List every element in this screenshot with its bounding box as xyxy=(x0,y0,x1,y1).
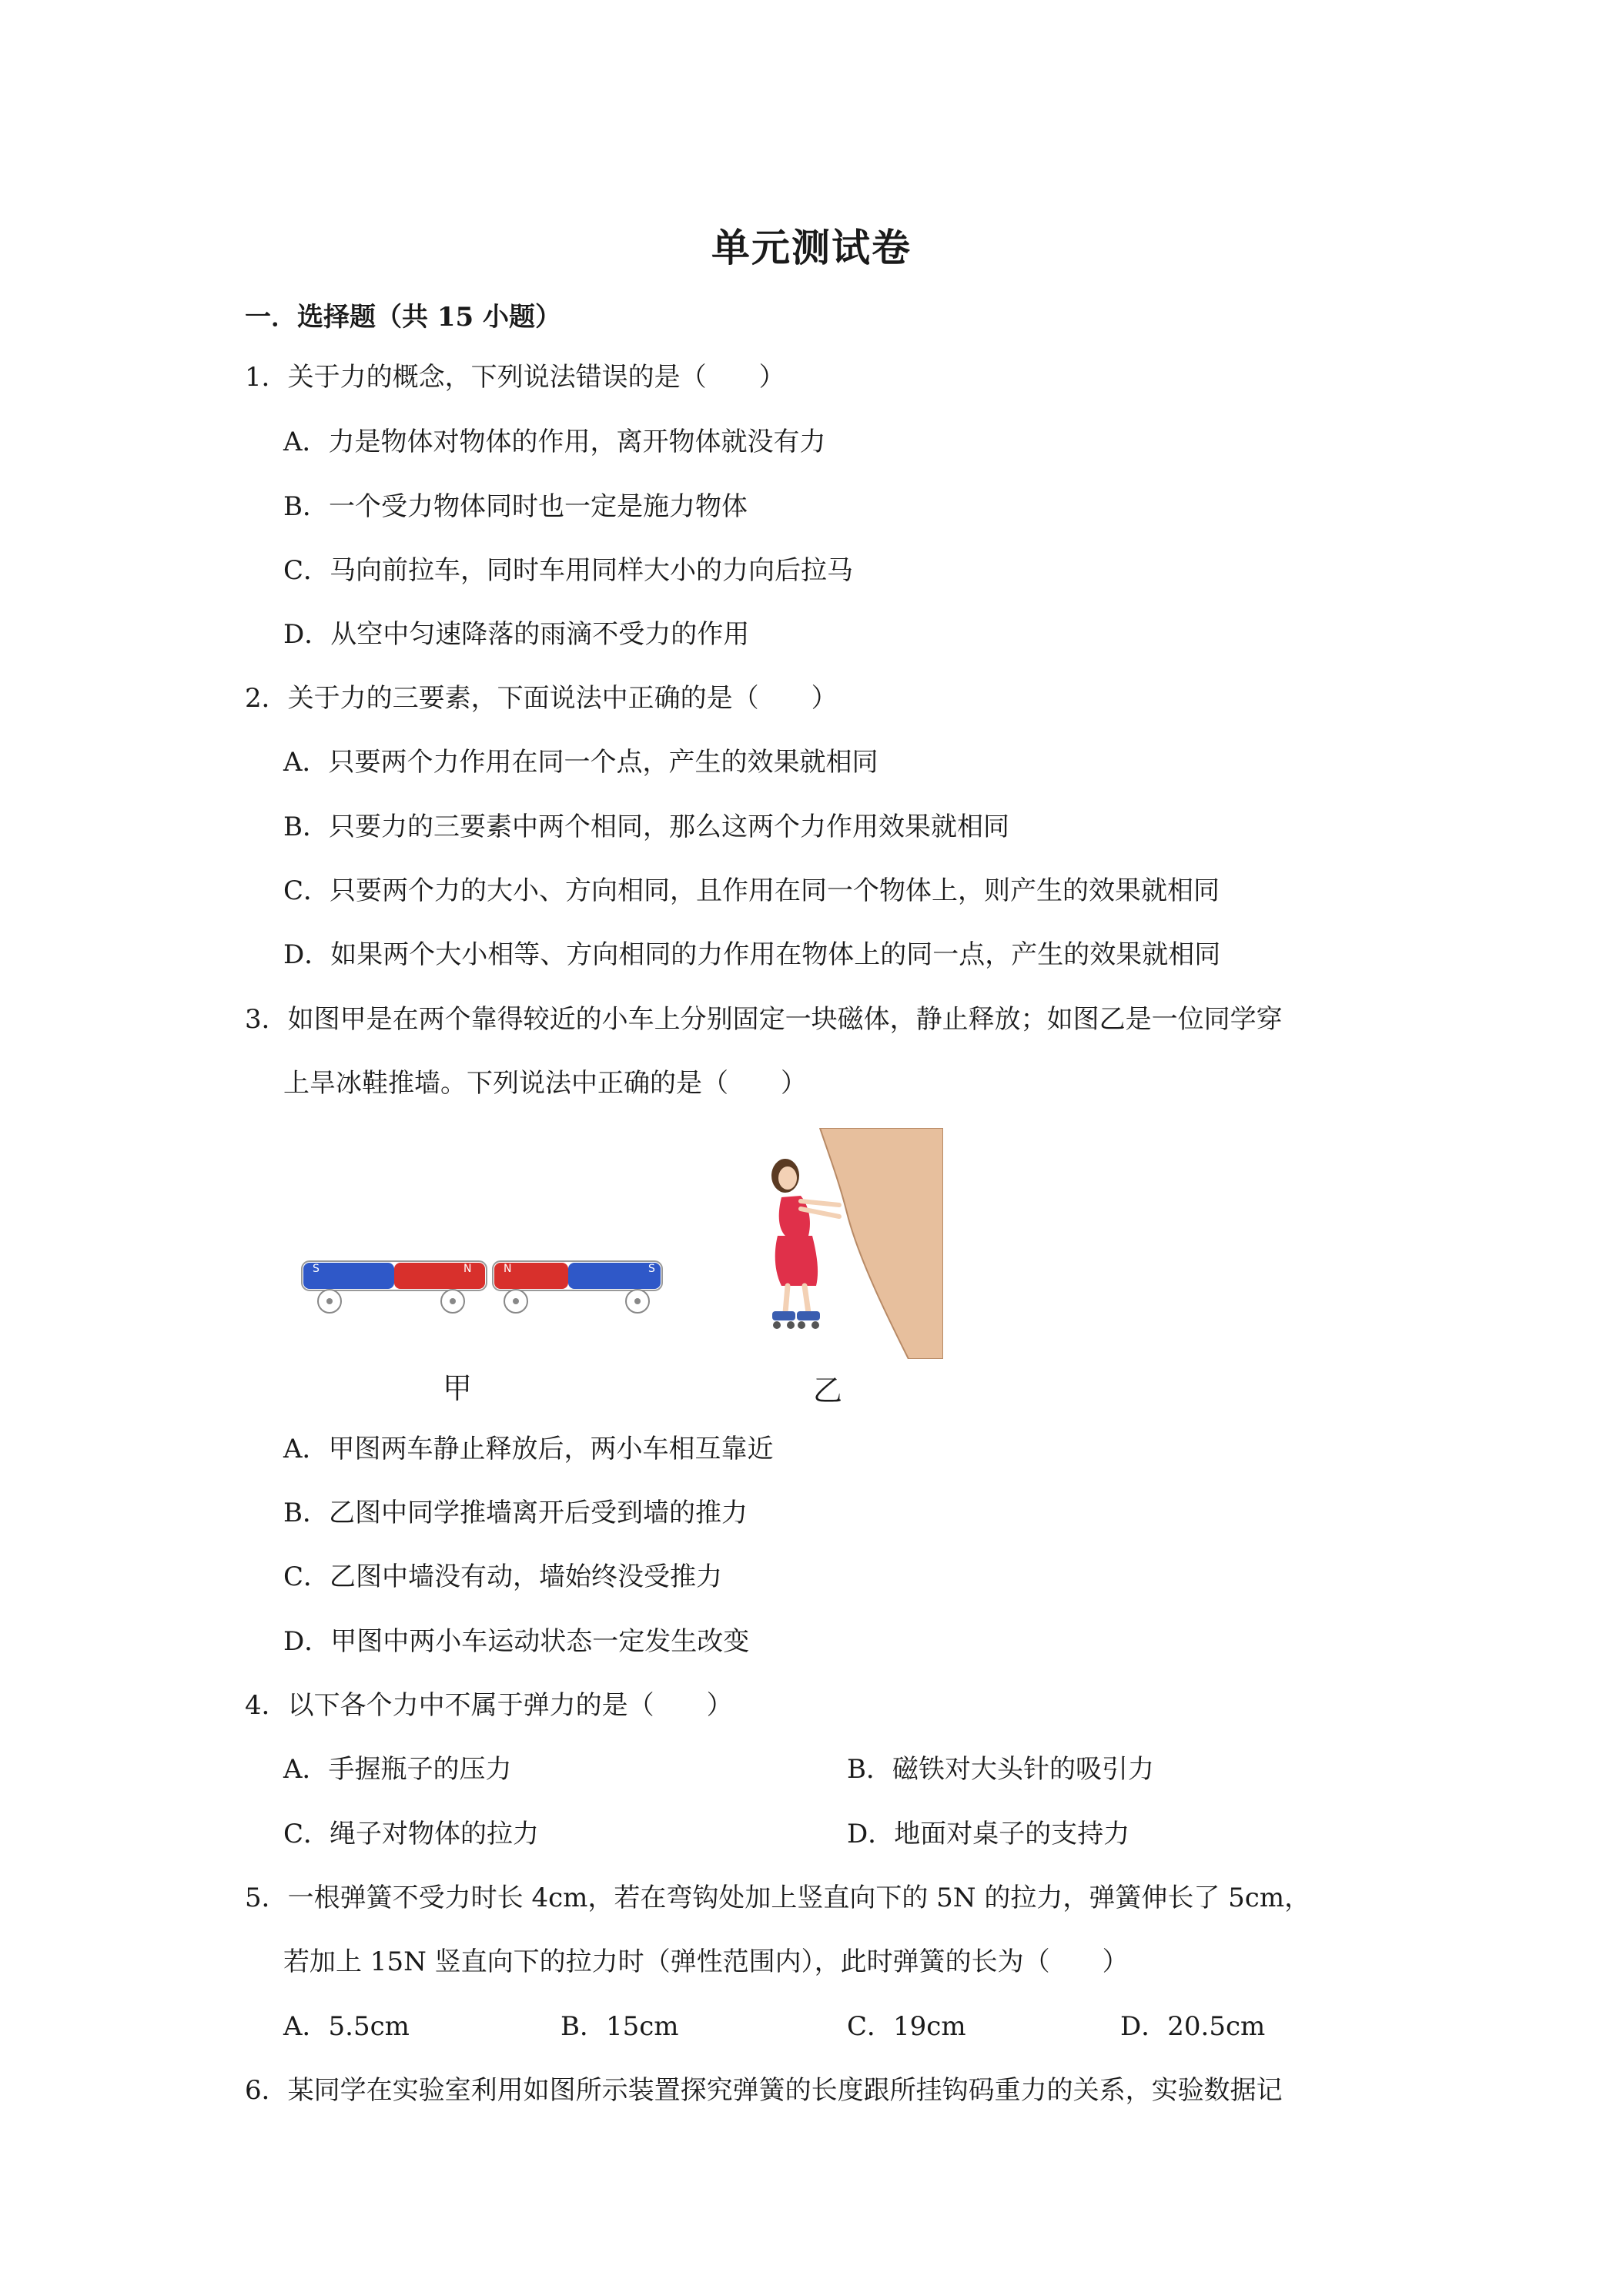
question-3-option-c: C．乙图中墙没有动，墙始终没受推力 xyxy=(283,1561,723,1592)
question-5-option-c: C．19cm xyxy=(847,2011,966,2042)
magnet-label: S xyxy=(648,1263,655,1275)
magnet-label: N xyxy=(504,1263,512,1275)
question-1-option-d: D．从空中匀速降落的雨滴不受力的作用 xyxy=(283,619,750,650)
question-1-option-b: B．一个受力物体同时也一定是施力物体 xyxy=(283,491,748,522)
question-5-stem-line2: 若加上 15N 竖直向下的拉力时（弹性范围内），此时弹簧的长为（ ） xyxy=(283,1946,1129,1977)
question-1-option-c: C．马向前拉车，同时车用同样大小的力向后拉马 xyxy=(283,555,854,586)
magnet-south-pole xyxy=(568,1263,661,1289)
question-3-stem-line1: 3．如图甲是在两个靠得较近的小车上分别固定一块磁体，静止释放；如图乙是一位同学穿 xyxy=(245,1004,1283,1035)
magnet-label: N xyxy=(463,1263,472,1275)
question-4-stem: 4．以下各个力中不属于弹力的是（ ） xyxy=(245,1690,733,1721)
girl xyxy=(771,1159,839,1329)
magnet-label: S xyxy=(313,1263,320,1275)
question-5-option-a: A．5.5cm xyxy=(283,2011,410,2042)
figure-label-jia: 甲 xyxy=(443,1371,473,1405)
roller-skate xyxy=(772,1311,795,1320)
section-heading: 一．选择题（共 15 小题） xyxy=(245,302,561,333)
question-3-stem-line2: 上旱冰鞋推墙。下列说法中正确的是（ ） xyxy=(283,1068,807,1099)
question-5-option-d: D．20.5cm xyxy=(1120,2011,1266,2042)
question-4-option-c: C．绳子对物体的拉力 xyxy=(283,1819,540,1849)
question-2-option-b: B．只要力的三要素中两个相同，那么这两个力作用效果就相同 xyxy=(283,812,1009,842)
question-5-stem-line1: 5．一根弹簧不受力时长 4cm，若在弯钩处加上竖直向下的 5N 的拉力，弹簧伸长了 5cm， xyxy=(245,1883,1311,1913)
roller-skate xyxy=(797,1311,820,1320)
magnet-cart-right xyxy=(493,1261,662,1313)
question-4-option-b: B．磁铁对大头针的吸引力 xyxy=(847,1754,1154,1785)
figure-label-yi: 乙 xyxy=(813,1374,843,1407)
figure-girl-pushing-wall xyxy=(743,1128,943,1359)
figure-magnet-carts xyxy=(285,1240,670,1324)
magnet-cart-left xyxy=(302,1261,487,1313)
question-4-option-a: A．手握瓶子的压力 xyxy=(283,1754,512,1785)
question-2-option-d: D．如果两个大小相等、方向相同的力作用在物体上的同一点，产生的效果就相同 xyxy=(283,939,1221,970)
question-3-option-b: B．乙图中同学推墙离开后受到墙的推力 xyxy=(283,1498,748,1528)
question-2-stem: 2．关于力的三要素，下面说法中正确的是（ ） xyxy=(245,683,838,714)
question-2-option-c: C．只要两个力的大小、方向相同，且作用在同一个物体上，则产生的效果就相同 xyxy=(283,875,1220,906)
page-title: 单元测试卷 xyxy=(711,225,912,270)
question-5-option-b: B．15cm xyxy=(561,2011,679,2042)
question-4-option-d: D．地面对桌子的支持力 xyxy=(847,1819,1130,1849)
question-2-option-a: A．只要两个力作用在同一个点，产生的效果就相同 xyxy=(283,747,878,778)
question-6-stem-line1: 6．某同学在实验室利用如图所示装置探究弹簧的长度跟所挂钩码重力的关系，实验数据记 xyxy=(245,2075,1283,2106)
question-1-stem: 1．关于力的概念，下列说法错误的是（ ） xyxy=(245,362,785,393)
question-3-option-d: D．甲图中两小车运动状态一定发生改变 xyxy=(283,1626,750,1657)
wall xyxy=(820,1128,943,1359)
question-3-option-a: A．甲图两车静止释放后，两小车相互靠近 xyxy=(283,1434,774,1464)
question-1-option-a: A．力是物体对物体的作用，离开物体就没有力 xyxy=(283,427,826,457)
